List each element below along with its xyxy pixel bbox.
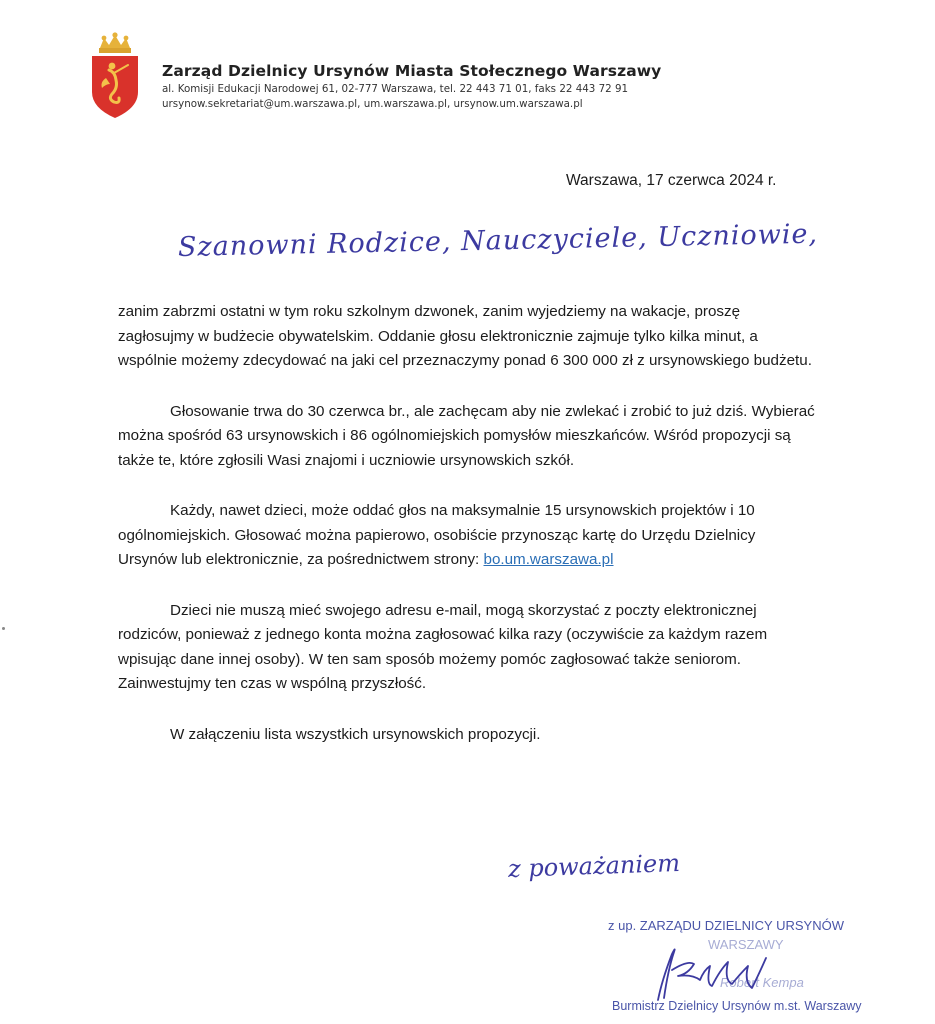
- paragraph-4: Dzieci nie muszą mieć swojego adresu e-mail, mogą skorzystać z poczty elektronicznej rodziców, ponieważ z jednego konta można zagłosować kilka razy (oczywiście za każdym razem wpisując dane innej osoby). W ten sam sposób możemy pomóc zagłosować także seniorom. Zainwestujmy ten czas w wspólną przyszłość.: [118, 601, 768, 692]
- stamp-role: z up. ZARZĄDU DZIELNICY URSYNÓW: [608, 918, 844, 933]
- scan-speck: [2, 627, 5, 630]
- stamp-title: Burmistrz Dzielnicy Ursynów m.st. Warszawy: [612, 999, 862, 1013]
- paragraph-1: zanim zabrzmi ostatni w tym roku szkolnym dzwonek, zanim wyjedziemy na wakacje, proszę zagłosujmy w budżecie obywatelskim. Oddanie głosu elektronicznie zajmuje tylko kilka minut, a wspólnie możemy zdecydować na jaki cel przeznaczymy ponad 6 300 000 zł z ursynowskiego budżetu.: [118, 303, 812, 369]
- paragraph-3: [118, 499, 818, 573]
- paragraph-5: W załączeniu lista wszystkich ursynowskich propozycji.: [170, 725, 541, 743]
- letterhead-address: al. Komisji Edukacji Narodowej 61, 02-777 Warszawa, tel. 22 443 71 01, faks 22 443 72 91: [162, 83, 629, 95]
- handwritten-closing: z poważaniem: [507, 849, 681, 883]
- letterhead-contacts: ursynow.sekretariat@um.warszawa.pl, um.warszawa.pl, ursynow.um.warszawa.pl: [162, 98, 583, 110]
- warsaw-coat-of-arms-icon: [88, 32, 142, 120]
- handwritten-greeting: Szanowni Rodzice, Nauczyciele, Uczniowie,: [177, 218, 819, 263]
- letter-body: [118, 300, 818, 773]
- letter-date: Warszawa, 17 czerwca 2024 r.: [566, 172, 777, 189]
- stamp-name: Robert Kempa: [720, 975, 804, 990]
- letterhead-title: Zarząd Dzielnicy Ursynów Miasta Stołecznego Warszawy: [162, 62, 662, 80]
- signature-icon: [648, 940, 776, 1004]
- stamp-city: WARSZAWY: [708, 937, 784, 952]
- letterhead: [162, 62, 661, 110]
- voting-website-link[interactable]: bo.um.warszawa.pl: [483, 551, 614, 568]
- paragraph-2: Głosowanie trwa do 30 czerwca br., ale zachęcam aby nie zwlekać i zrobić to już dziś. Wybierać można spośród 63 ursynowskich i 86 ogólnomiejskich pomysłów mieszkańców. Wśród propozycji są także te, które zgłosili Wasi znajomi i uczniowie ursynowskich szkół.: [118, 402, 815, 469]
- paragraph-3-text: Każdy, nawet dzieci, może oddać głos na maksymalnie 15 ursynowskich projektów i 10 ogólnomiejskich. Głosować można papierowo, osobiście przynosząc kartę do Urzędu Dzielnicy Ursynów lub elektronicznie, za pośrednictwem strony:: [118, 502, 756, 568]
